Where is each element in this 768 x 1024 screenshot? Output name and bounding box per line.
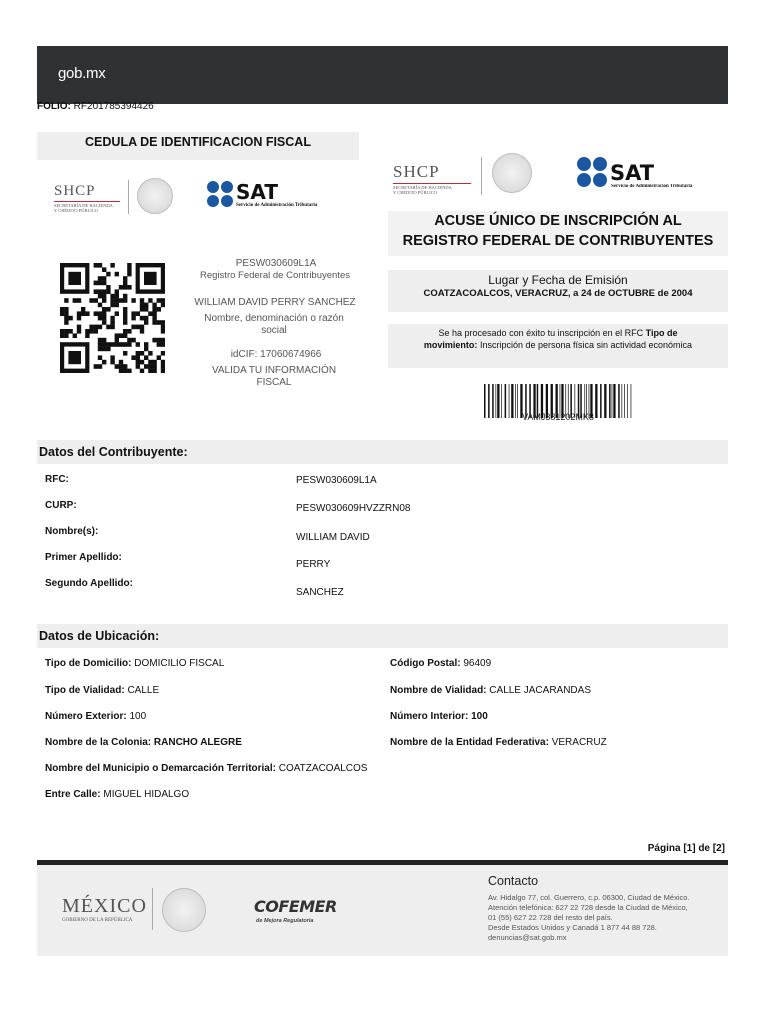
shcp-logo-text: SHCP xyxy=(54,183,96,199)
tipo-vialidad-label: Tipo de Vialidad: xyxy=(45,685,125,696)
entre-calle xyxy=(45,789,189,800)
sat-dots-icon xyxy=(207,181,233,207)
codigo-postal xyxy=(390,658,491,669)
contacto-info xyxy=(488,893,723,943)
section-ubicacion-title: Datos de Ubicación: xyxy=(37,624,728,648)
numero-exterior-value: 100 xyxy=(129,711,147,722)
sat-dots-icon xyxy=(577,157,607,187)
shcp-logo xyxy=(54,183,120,213)
cofemer-logo-sub: de Mejora Regulatoria xyxy=(256,918,314,924)
procesado-bold-1: Tipo de xyxy=(645,328,678,338)
logo-separator xyxy=(128,180,129,214)
entidad-value: VERACRUZ xyxy=(551,737,607,748)
numero-exterior xyxy=(45,711,146,722)
mexico-logo-sub: GOBIERNO DE LA REPÚBLICA xyxy=(62,918,133,923)
logo-separator xyxy=(152,888,153,930)
segundo-apellido-value: SANCHEZ xyxy=(296,587,344,598)
contacto-line-address: Av. Hidalgo 77, col. Guerrero, c.p. 06300, Ciudad de México. xyxy=(488,893,690,902)
primer-apellido-value: PERRY xyxy=(296,559,331,570)
shcp-logo-sub1: SECRETARÍA DE HACIENDA xyxy=(393,185,452,190)
sat-logo-sub: Servicio de Administración Tributaria xyxy=(611,184,693,189)
shcp-logo xyxy=(393,162,471,195)
tipo-domicilio xyxy=(45,658,224,669)
numero-exterior-label: Número Exterior: xyxy=(45,711,127,722)
shcp-logo-line xyxy=(54,201,120,202)
municipio-value: COATZACOALCOS xyxy=(278,763,368,774)
lugar-fecha-box xyxy=(388,270,728,312)
shcp-logo-sub1: SECRETARÍA DE HACIENDA xyxy=(54,203,113,208)
nombre-value: WILLIAM DAVID xyxy=(296,532,370,543)
entre-calle-value: MIGUEL HIDALGO xyxy=(103,789,190,800)
colonia xyxy=(45,737,242,748)
numero-interior xyxy=(390,711,488,722)
page-number: Página [1] de [2] xyxy=(647,843,725,854)
mexico-logo-text: MÉXICO xyxy=(62,895,147,917)
sat-logo xyxy=(577,157,607,187)
segundo-apellido-label: Segundo Apellido: xyxy=(45,578,133,589)
lugar-fecha-value: COATZACOALCOS, VERACRUZ, a 24 de OCTUBRE de 2004 xyxy=(423,288,693,299)
cedula-name-caption: Nombre, denominación o razón social xyxy=(204,313,344,336)
mexico-logo xyxy=(62,895,147,923)
barcode-text: VAMJ381202MK8 xyxy=(522,412,594,422)
escudo-seal-icon xyxy=(162,888,206,932)
codigo-postal-label: Código Postal: xyxy=(390,658,461,669)
procesado-box xyxy=(388,324,728,368)
acuse-title-line1: ACUSE ÚNICO DE INSCRIPCIÓN AL xyxy=(434,213,682,229)
contacto-email-link[interactable]: denuncias@sat.gob.mx xyxy=(488,933,567,942)
nombre-vialidad-label: Nombre de Vialidad: xyxy=(390,685,487,696)
contacto-title: Contacto xyxy=(488,874,539,888)
tipo-vialidad xyxy=(45,685,159,696)
tipo-vialidad-value: CALLE xyxy=(127,685,160,696)
procesado-bold-2: movimiento: xyxy=(423,340,478,350)
shcp-logo-sub2: Y CRÉDITO PÚBLICO xyxy=(393,190,438,195)
sat-logo-text: SAT xyxy=(236,180,278,204)
cedula-idcif: idCIF: 17060674966 xyxy=(230,349,322,360)
entidad-federativa xyxy=(390,737,607,748)
section-contribuyente-title: Datos del Contribuyente: xyxy=(37,440,728,464)
entre-calle-label: Entre Calle: xyxy=(45,789,101,800)
curp-value: PESW030609HVZZRN08 xyxy=(296,503,411,514)
folio-value: RF201785394426 xyxy=(73,101,154,112)
nombre-vialidad-value: CALLE JACARANDAS xyxy=(489,685,591,696)
folio xyxy=(37,101,154,112)
gobmx-logo-link[interactable]: gob.mx xyxy=(58,65,106,82)
gobmx-header-bar xyxy=(37,46,728,104)
shcp-logo-line xyxy=(393,183,471,184)
shcp-logo-text: SHCP xyxy=(393,162,440,181)
acuse-title-line2: REGISTRO FEDERAL DE CONTRIBUYENTES xyxy=(402,233,714,249)
nombre-label: Nombre(s): xyxy=(45,526,99,537)
acuse-title xyxy=(388,211,728,256)
rfc-value: PESW030609L1A xyxy=(296,475,377,486)
entidad-label: Nombre de la Entidad Federativa: xyxy=(390,737,549,748)
cedula-rfc-caption: Registro Federal de Contribuyentes xyxy=(200,270,350,281)
procesado-text xyxy=(388,324,728,351)
cofemer-logo: COFEMER xyxy=(254,897,337,916)
curp-label: CURP: xyxy=(45,500,77,511)
escudo-seal-icon xyxy=(137,178,173,214)
tipo-domicilio-value: DOMICILIO FISCAL xyxy=(134,658,225,669)
sat-logo xyxy=(207,181,233,207)
nombre-vialidad xyxy=(390,685,591,696)
numero-interior-label: Número Interior: 100 xyxy=(390,711,488,722)
cedula-title: CEDULA DE IDENTIFICACION FISCAL xyxy=(37,132,359,160)
contacto-line-phone-usa: Desde Estados Unidos y Canadá 1 877 44 88 728. xyxy=(488,923,657,932)
primer-apellido-label: Primer Apellido: xyxy=(45,552,122,563)
tipo-domicilio-label: Tipo de Domicilio: xyxy=(45,658,132,669)
sat-logo-text: SAT xyxy=(610,161,655,185)
valida-link[interactable]: VALIDA TU INFORMACIÓN FISCAL xyxy=(211,365,337,388)
municipio-label: Nombre del Municipio o Demarcación Territorial: xyxy=(45,763,276,774)
qr-code-icon xyxy=(60,263,165,373)
sat-logo-sub: Servicio de Administración Tributaria xyxy=(236,203,318,208)
procesado-text-2: Inscripción de persona física sin actividad económica xyxy=(479,340,693,350)
rfc-label: RFC: xyxy=(45,474,69,485)
municipio xyxy=(45,763,367,774)
shcp-logo-sub2: Y CRÉDITO PÚBLICO xyxy=(54,208,99,213)
escudo-seal-icon xyxy=(492,153,532,193)
colonia-label: Nombre de la Colonia: RANCHO ALEGRE xyxy=(45,737,242,748)
logo-separator xyxy=(481,157,482,195)
codigo-postal-value: 96409 xyxy=(463,658,492,669)
contacto-line-phone-pais: 01 (55) 627 22 728 del resto del país. xyxy=(488,913,613,922)
contacto-line-phone-cdmx: Atención telefónica: 627 22 728 desde la Ciudad de México, xyxy=(488,903,688,912)
cedula-rfc: PESW030609L1A xyxy=(235,258,317,269)
lugar-fecha-title: Lugar y Fecha de Emisión xyxy=(488,273,628,287)
procesado-text-1: Se ha procesado con éxito tu inscripción en el RFC xyxy=(438,328,644,338)
folio-label: FOLIO: xyxy=(37,101,71,112)
cedula-name: WILLIAM DAVID PERRY SANCHEZ xyxy=(194,297,356,308)
